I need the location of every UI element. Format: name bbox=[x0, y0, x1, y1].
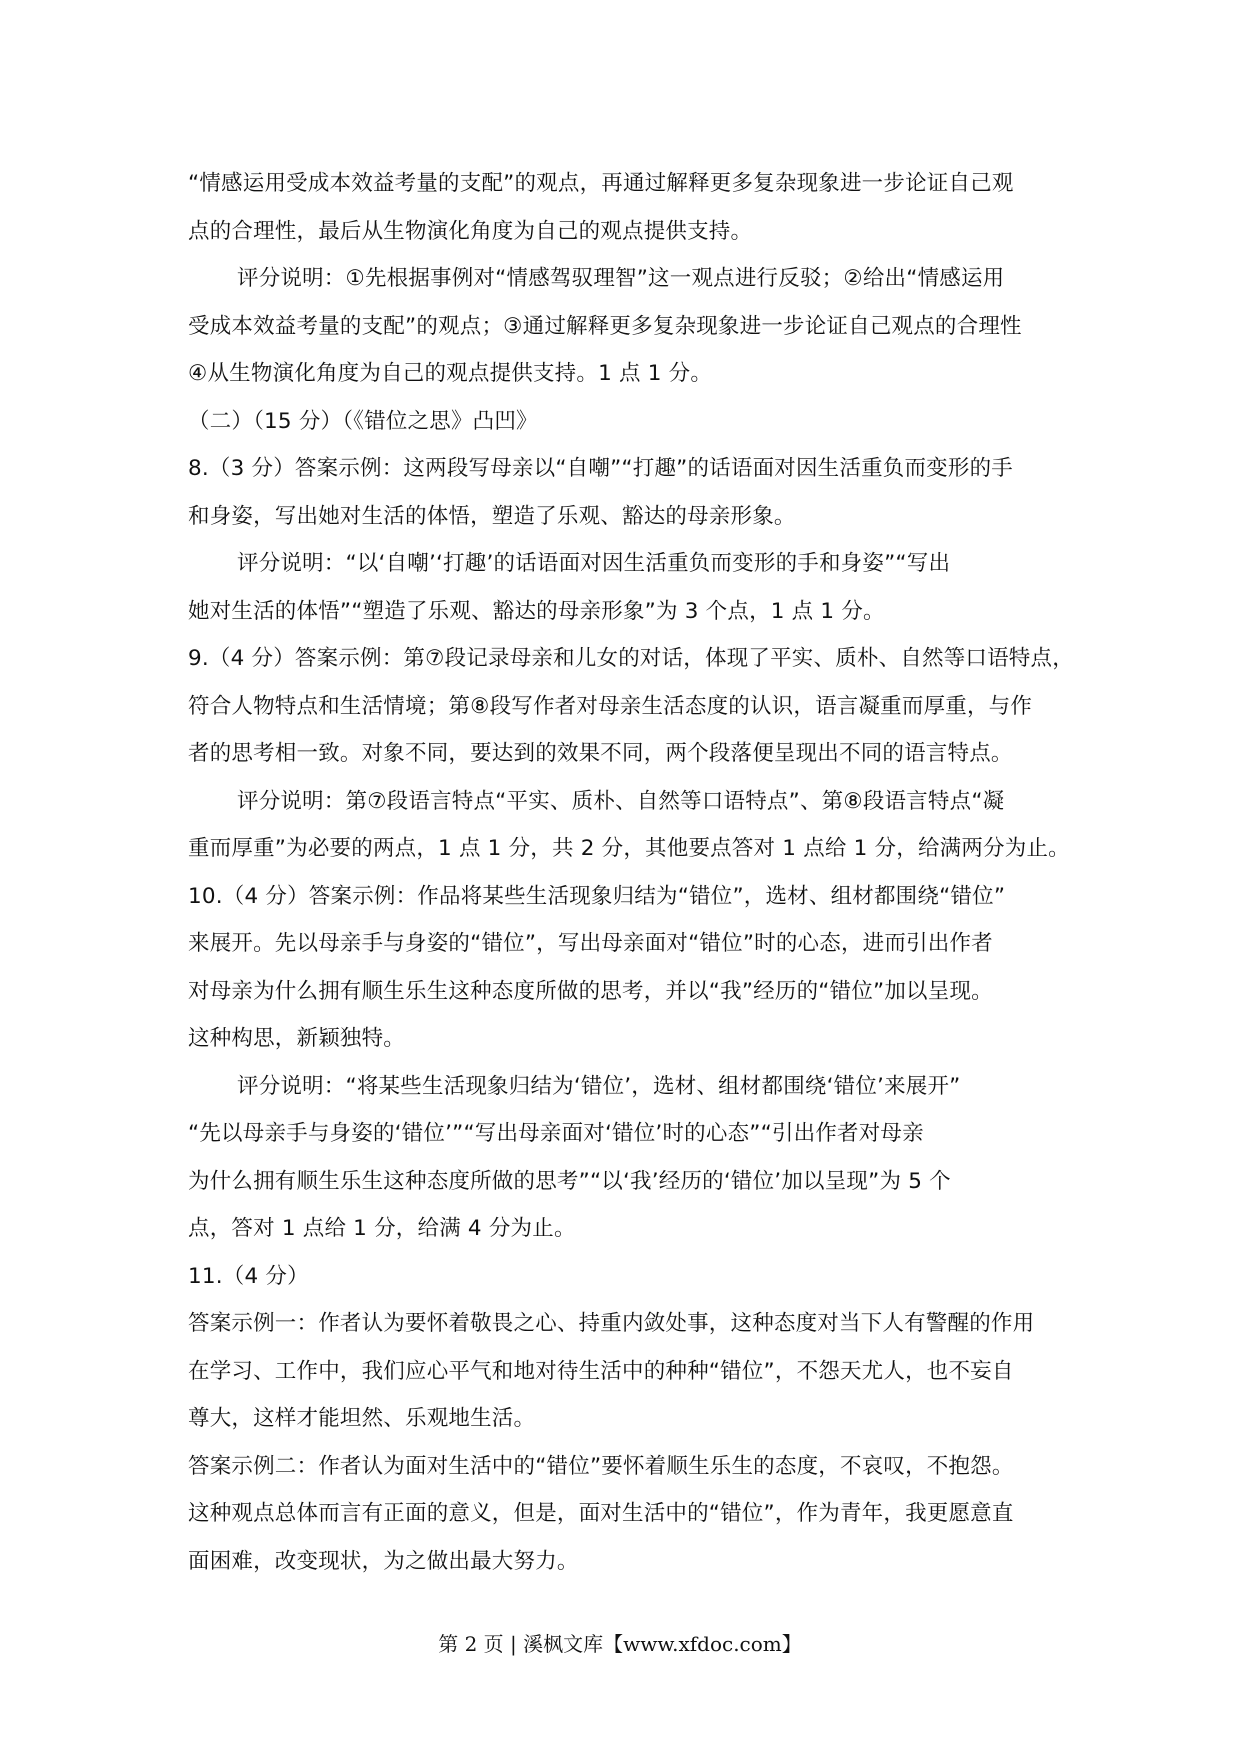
section-heading: （二）（15 分）（《错位之思》凸凹》 bbox=[188, 408, 538, 434]
text-line: “情感运用受成本效益考量的支配”的观点，再通过解释更多复杂现象进一步论证自己观 bbox=[188, 171, 1014, 196]
text-line: 受成本效益考量的支配”的观点；③通过解释更多复杂现象进一步论证自己观点的合理性 bbox=[188, 313, 1022, 339]
text-line: 重而厚重”为必要的两点，1 点 1 分，共 2 分，其他要点答对 1 点给 1 分，给满两分为止。 bbox=[188, 836, 1070, 861]
text-line: 评分说明：“将某些生活现象归结为‘错位’，选材、组材都围绕‘错位’来展开” bbox=[237, 1073, 961, 1099]
text-line: 为什么拥有顺生乐生这种态度所做的思考”“以‘我’经历的‘错位’加以呈现”为 5 个 bbox=[188, 1168, 951, 1194]
text-line: 8.（3 分）答案示例：这两段写母亲以“自嘲”“打趣”的话语面对因生活重负而变形的手 bbox=[188, 456, 1013, 481]
text-line: 和身姿，写出她对生活的体悟，塑造了乐观、豁达的母亲形象。 bbox=[188, 503, 796, 529]
text-line: 她对生活的体悟”“塑造了乐观、豁达的母亲形象”为 3 个点，1 点 1 分。 bbox=[188, 598, 885, 624]
text-line: 答案示例一：作者认为要怀着敬畏之心、持重内敛处事，这种态度对当下人有警醒的作用 bbox=[188, 1311, 1035, 1336]
text-line: 符合人物特点和生活情境；第⑧段写作者对母亲生活态度的认识，语言凝重而厚重，与作 bbox=[188, 693, 1033, 719]
answer-text-block bbox=[188, 160, 1074, 1585]
text-line: 在学习、工作中，我们应心平气和地对待生活中的种种“错位”，不怨天尤人，也不妄自 bbox=[188, 1358, 1014, 1384]
text-line: 对母亲为什么拥有顺生乐生这种态度所做的思考，并以“我”经历的“错位”加以呈现。 bbox=[188, 978, 993, 1004]
text-line: 这种构思，新颖独特。 bbox=[188, 1026, 406, 1051]
text-line: 面困难，改变现状，为之做出最大努力。 bbox=[188, 1548, 579, 1574]
text-line: “先以母亲手与身姿的‘错位’”“写出母亲面对‘错位’时的心态”“引出作者对母亲 bbox=[188, 1121, 924, 1146]
text-line: 来展开。先以母亲手与身姿的“错位”，写出母亲面对“错位”时的心态，进而引出作者 bbox=[188, 931, 993, 956]
text-line: 这种观点总体而言有正面的意义，但是，面对生活中的“错位”，作为青年，我更愿意直 bbox=[188, 1501, 1014, 1526]
text-line: 评分说明：“以‘自嘲’‘打趣’的话语面对因生活重负而变形的手和身姿”“写出 bbox=[237, 551, 951, 576]
text-line: 10.（4 分）答案示例：作品将某些生活现象归结为“错位”，选材、组材都围绕“错位” bbox=[188, 883, 1006, 909]
text-line: 9.（4 分）答案示例：第⑦段记录母亲和儿女的对话，体现了平实、质朴、自然等口语特点， bbox=[188, 646, 1074, 671]
text-line: 点的合理性，最后从生物演化角度为自己的观点提供支持。 bbox=[188, 218, 753, 244]
text-line: ④从生物演化角度为自己的观点提供支持。1 点 1 分。 bbox=[188, 361, 713, 386]
text-line: 者的思考相一致。对象不同，要达到的效果不同，两个段落便呈现出不同的语言特点。 bbox=[188, 741, 1013, 766]
text-line: 评分说明：第⑦段语言特点“平实、质朴、自然等口语特点”、第⑧段语言特点“凝 bbox=[237, 788, 1005, 814]
text-line: 点，答对 1 点给 1 分，给满 4 分为止。 bbox=[188, 1216, 576, 1241]
question-heading: 11.（4 分） bbox=[188, 1263, 309, 1289]
text-line: 答案示例二：作者认为面对生活中的“错位”要怀着顺生乐生的态度，不哀叹，不抱怨。 bbox=[188, 1453, 1014, 1479]
text-line: 评分说明：①先根据事例对“情感驾驭理智”这一观点进行反驳；②给出“情感运用 bbox=[237, 266, 1005, 291]
page-footer: 第 2 页 | 溪枫文库【www.xfdoc.com】 bbox=[438, 1632, 802, 1656]
text-line: 尊大，这样才能坦然、乐观地生活。 bbox=[188, 1406, 536, 1431]
